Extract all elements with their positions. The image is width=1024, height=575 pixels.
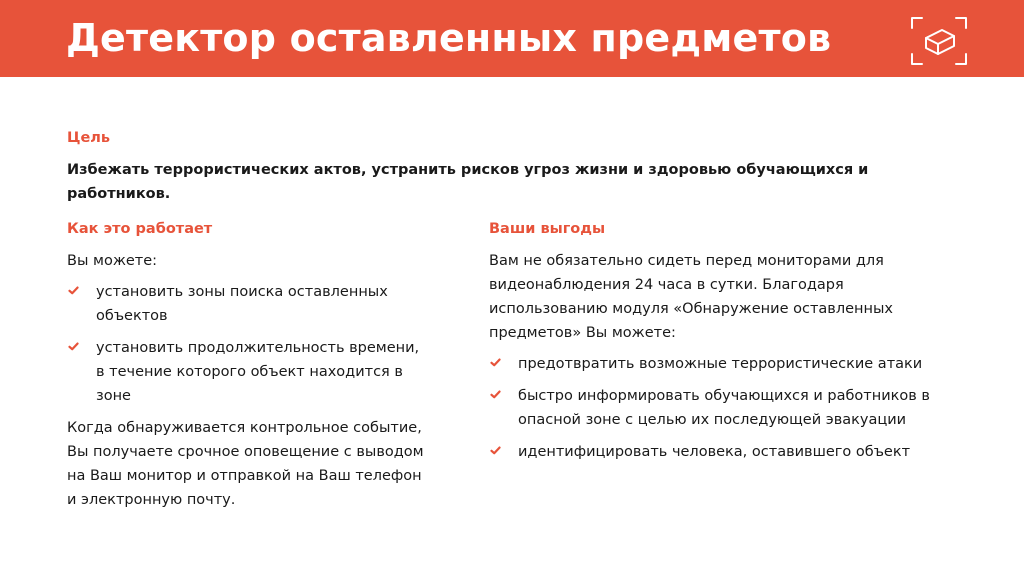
box-in-frame-icon xyxy=(910,16,968,66)
list-item xyxy=(489,440,959,464)
list-item-text: быстро информировать обучающихся и работников в опасной зоне с целью их последующей эвакуации xyxy=(518,388,930,428)
list-item-text: установить зоны поиска оставленных объектов xyxy=(96,284,388,324)
check-icon xyxy=(68,342,79,351)
check-icon xyxy=(68,286,79,295)
list-item xyxy=(489,352,959,376)
goal-heading: Цель xyxy=(67,130,111,146)
list-item xyxy=(67,280,427,328)
goal-text: Избежать террористических актов, устранить рисков угроз жизни и здоровью обучающихся и работников. xyxy=(67,162,869,202)
check-icon xyxy=(490,446,501,455)
list-item-text: предотвратить возможные террористические атаки xyxy=(518,356,923,372)
how-it-works-outro: Когда обнаруживается контрольное событие, Вы получаете срочное оповещение с выводом на Ваш монитор и отправкой на Ваш телефон и электронную почту. xyxy=(67,420,424,508)
benefits-section xyxy=(489,218,959,472)
benefits-heading: Ваши выгоды xyxy=(489,221,606,237)
check-icon xyxy=(490,358,501,367)
list-item xyxy=(489,384,959,432)
header-bar xyxy=(0,0,1024,77)
how-it-works-heading: Как это работает xyxy=(67,221,213,237)
check-icon xyxy=(490,390,501,399)
page-title: Детектор оставленных предметов xyxy=(66,16,832,60)
benefits-intro: Вам не обязательно сидеть перед мониторами для видеонаблюдения 24 часа в сутки. Благодаря использованию модуля «Обнаружение оставленных предметов» Вы можете: xyxy=(489,253,894,341)
how-it-works-section xyxy=(67,218,427,519)
benefits-list xyxy=(489,352,959,464)
list-item xyxy=(67,336,427,408)
how-it-works-list xyxy=(67,280,427,408)
list-item-text: установить продолжительность времени, в течение которого объект находится в зоне xyxy=(96,340,420,404)
list-item-text: идентифицировать человека, оставившего объект xyxy=(518,444,911,460)
how-it-works-intro: Вы можете: xyxy=(67,253,158,269)
